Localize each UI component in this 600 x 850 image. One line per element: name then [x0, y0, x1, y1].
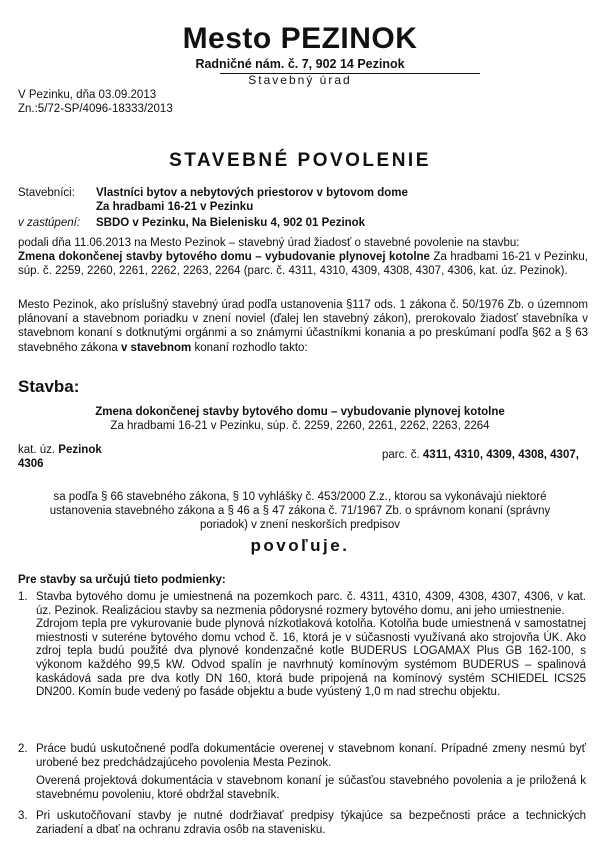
condition-item	[36, 743, 586, 802]
decision-verb: povoľuje.	[250, 536, 350, 555]
stavba-name: Zmena dokončenej stavby bytového domu – vybudovanie plynovej kotolne	[95, 406, 505, 418]
condition-paragraph: Overená projektová dokumentácia v stavebnom konaní je súčasťou stavebného povolenia a je priložená k stavebnému povoleniu, ktoré obdržal stavebník.	[36, 775, 586, 801]
intro-paragraph	[18, 236, 588, 279]
parcel-last: 4306	[18, 458, 44, 470]
legal-line2: ustanovenia stavebného zákona a § 46 a § 47 zákona č. 71/1967 Zb. o správnom konaní (správny	[49, 505, 551, 517]
city-address: Radničné nám. č. 7, 902 14 Pezinok	[195, 57, 405, 71]
condition-paragraph: Práce budú uskutočnené podľa dokumentácie overenej v stavebnom konaní. Prípadné zmeny nesmú byť urobené bez predchádzajúceho povolenia Mesta Pezinok.	[36, 743, 586, 769]
intro-project-name: Zmena dokončenej stavby bytového domu – vybudovanie plynovej kotolne	[18, 251, 430, 264]
document-title: STAVEBNÉ POVOLENIE	[169, 150, 431, 171]
applicant-line1: Vlastníci bytov a nebytových priestorov v bytovom dome	[96, 187, 408, 199]
condition-number: 2.	[18, 743, 28, 755]
decision-bold: v stavebnom	[120, 341, 192, 354]
reference-number: Zn.:5/72-SP/4096-18333/2013	[18, 103, 173, 115]
condition-paragraph: Zdrojom tepla pre vykurovanie bude plynová nízkotlaková kotolňa. Kotolňa bude umiestnená v samostatnej miestnosti v suteréne bytového domu vchod č. 16, ktorá je v súčasnosti využívaná ako strojovňa ÚK. Ako zdroj tepla budú použité dva plynové kondenzačné kotle BUDERUS LOGAMAX Plus GB 162-100, s výkonom každého 99,5 kW. Odvod spalín je navrhnutý komínovým systémom BUDERUS – spalinová kaskádová sada pre dva kotly DN 160, ktorá bude pripojená na komínový systém SCHIEDEL ICS25 DN200. Komín bude vedený po fasáde objektu a bude vyústený 1,0 m nad strechu objektu.	[36, 618, 586, 699]
parcel-numbers	[382, 448, 579, 462]
intro-text: podali dňa 11.06.2013 na Mesto Pezinok – stavebný úrad žiadosť o stavebné povolenie na stavbu:	[18, 237, 520, 249]
condition-number: 3.	[18, 810, 28, 822]
condition-paragraph: Stavba bytového domu je umiestnená na pozemkoch parc. č. 4311, 4310, 4309, 4308, 4307, 4306, v kat. úz. Pezinok. Realizáciou stavby sa nezmenia pôdorysné rozmery bytového domu, ani jeho umiestnenie.	[36, 591, 586, 617]
legal-line3: poriadok) v znení neskorších predpisov	[199, 519, 401, 531]
condition-paragraph: Pri uskutočňovaní stavby je nutné dodržiavať predpisy týkajúce sa bezpečnosti práce a technických zariadení a dbať na ochranu zdravia osôb na stavenisku.	[36, 810, 586, 836]
stavba-address: Za hradbami 16-21 v Pezinku, súp. č. 2259, 2260, 2261, 2262, 2263, 2264	[110, 420, 490, 432]
cadastral-label: kat. úz.	[18, 444, 59, 456]
cadastral-value: Pezinok	[58, 444, 102, 456]
representative-label: v zastúpení:	[18, 217, 81, 229]
legal-line1: sa podľa § 66 stavebného zákona, § 10 vyhlášky č. 453/2000 Z.z., ktorou sa vykonávajú niektoré	[53, 491, 547, 503]
applicant-line2: Za hradbami 16-21 v Pezinku	[96, 201, 254, 213]
decision-text: Mesto Pezinok, ako príslušný stavebný úrad podľa ustanovenia §117 ods. 1 zákona č. 50/1976 Zb. o územnom plánovaní a stavebnom poriadku v znení noviel (ďalej len stavebný zákon), prerokovalo žiadosť stavebníka v stavebnom konaní s dotknutými orgánmi a so známymi účastníkmi konania a po preskúmaní podľa §62 a § 63 stavebného zákona	[18, 299, 588, 354]
condition-number: 1.	[18, 591, 28, 603]
parcel-values: 4311, 4310, 4309, 4308, 4307,	[422, 449, 579, 461]
city-title: Mesto PEZINOK	[182, 22, 418, 55]
decision-paragraph	[18, 298, 588, 355]
condition-item	[36, 810, 586, 837]
stavba-heading: Stavba:	[18, 377, 80, 396]
conditions-heading: Pre stavby sa určujú tieto podmienky:	[18, 574, 226, 586]
parcel-label: parc. č.	[382, 449, 423, 461]
cadastral-area	[18, 443, 102, 457]
intro-project-location: Za hradbami 16-21 v Pezinku, súp. č. 2259, 2260, 2261, 2262, 2263, 2264 (parc. č. 4311, 4310, 4309, 4308, 4307, 4306, kat. úz. Pezinok).	[18, 251, 588, 278]
condition-item	[36, 591, 586, 700]
representative-value: SBDO v Pezinku, Na Bielenisku 4, 902 01 Pezinok	[96, 217, 366, 229]
decision-text-end: konaní rozhodlo takto:	[191, 341, 308, 354]
applicant-label: Stavebníci:	[18, 187, 75, 199]
place-date: V Pezinku, dňa 03.09.2013	[18, 89, 157, 101]
office-name: Stavebný úrad	[248, 73, 352, 87]
